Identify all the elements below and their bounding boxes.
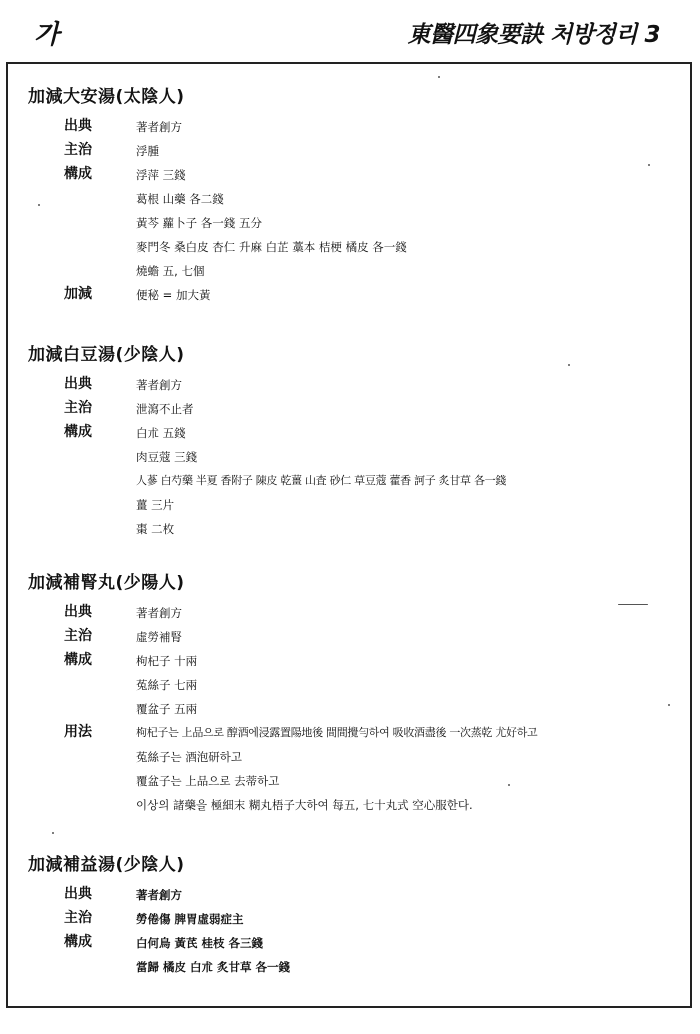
field-row — [28, 421, 678, 541]
field-line: 麥門冬 桑白皮 杏仁 升麻 白芷 藁本 桔梗 橘皮 各一錢 — [136, 240, 407, 254]
header-left-mark: 가 — [34, 20, 61, 50]
section-title: 加減補益湯(少陰人) — [28, 855, 185, 875]
field-line: 便秘 = 加大黃 — [136, 288, 211, 302]
field-label: 構成 — [64, 166, 92, 182]
field-label: 加減 — [64, 286, 92, 302]
field-label: 用法 — [64, 724, 92, 740]
prescription-section — [28, 82, 678, 307]
prescription-section — [28, 340, 678, 541]
field-line: 葛根 山藥 各二錢 — [136, 192, 224, 206]
field-label: 構成 — [64, 934, 92, 950]
field-row — [28, 283, 678, 307]
field-line: 覆盆子 五兩 — [136, 702, 198, 716]
field-line: 薑 三片 — [136, 498, 175, 512]
field-line: 肉豆蔻 三錢 — [136, 450, 198, 464]
scan-speck — [648, 164, 650, 166]
field-label: 出典 — [64, 376, 92, 392]
field-label: 主治 — [64, 628, 92, 644]
field-line: 著者創方 — [136, 378, 182, 392]
field-line: 著者創方 — [136, 606, 182, 620]
scan-speck — [668, 704, 670, 706]
field-line: 人蔘 白芍藥 半夏 香附子 陳皮 乾薑 山査 砂仁 草豆蔻 藿香 訶子 炙甘草 各一錢 — [136, 474, 507, 487]
section-title: 加減大安湯(太陰人) — [28, 87, 185, 107]
section-title: 加減白豆湯(少陰人) — [28, 345, 185, 365]
field-row — [28, 163, 678, 283]
field-line: 枸杞子는 上品으로 醇酒에浸露置陽地後 間間攪勻하여 吸收酒盡後 一次蒸乾 尤好하고 — [136, 726, 538, 739]
field-line: 黃芩 蘿卜子 各一錢 五分 — [136, 216, 262, 230]
field-line: 棗 二枚 — [136, 522, 175, 536]
field-line: 虛勞補腎 — [136, 630, 182, 644]
field-label: 出典 — [64, 118, 92, 134]
field-line: 泄瀉不止者 — [136, 402, 194, 416]
scan-speck — [508, 784, 510, 786]
field-row — [28, 649, 678, 721]
field-line: 著者創方 — [136, 120, 182, 134]
content-frame — [6, 62, 692, 1008]
field-row — [28, 721, 678, 817]
field-line: 白朮 五錢 — [136, 426, 186, 440]
field-label: 主治 — [64, 910, 92, 926]
scan-speck — [38, 204, 40, 206]
field-row — [28, 883, 678, 907]
page-header — [0, 0, 700, 62]
scan-speck — [568, 364, 570, 366]
section-title: 加減補腎丸(少陽人) — [28, 573, 185, 593]
field-line: 枸杞子 十兩 — [136, 654, 198, 668]
header-title: 東醫四象要訣 처방정리 3 — [407, 22, 660, 48]
field-label: 出典 — [64, 886, 92, 902]
field-line: 著者創方 — [136, 888, 182, 902]
field-line: 菟絲子는 酒泡研하고 — [136, 750, 242, 764]
field-line: 勞倦傷 脾胃虛弱症主 — [136, 912, 244, 926]
field-line: 白何烏 黃芪 桂枝 各三錢 — [136, 936, 264, 950]
field-line: 浮萍 三錢 — [136, 168, 186, 182]
field-line: 當歸 橘皮 白朮 炙甘草 各一錢 — [136, 960, 291, 974]
field-row — [28, 139, 678, 163]
field-row — [28, 373, 678, 397]
field-label: 構成 — [64, 652, 92, 668]
prescription-section — [28, 568, 678, 817]
scan-speck — [438, 76, 440, 78]
field-line: 覆盆子는 上品으로 去蒂하고 — [136, 774, 280, 788]
prescription-section — [28, 850, 678, 979]
field-row — [28, 931, 678, 979]
field-label: 主治 — [64, 400, 92, 416]
field-row — [28, 601, 678, 625]
scan-speck — [618, 604, 648, 605]
field-line: 燒蟾 五, 七個 — [136, 264, 205, 278]
field-label: 構成 — [64, 424, 92, 440]
field-label: 出典 — [64, 604, 92, 620]
field-row — [28, 625, 678, 649]
field-line: 이상의 諸藥을 極細末 糊丸梧子大하여 每五, 七十丸式 空心服한다. — [136, 798, 473, 812]
field-line: 菟絲子 七兩 — [136, 678, 198, 692]
field-row — [28, 115, 678, 139]
scan-speck — [52, 832, 54, 834]
field-label: 主治 — [64, 142, 92, 158]
field-row — [28, 397, 678, 421]
field-line: 浮腫 — [136, 144, 159, 158]
field-row — [28, 907, 678, 931]
